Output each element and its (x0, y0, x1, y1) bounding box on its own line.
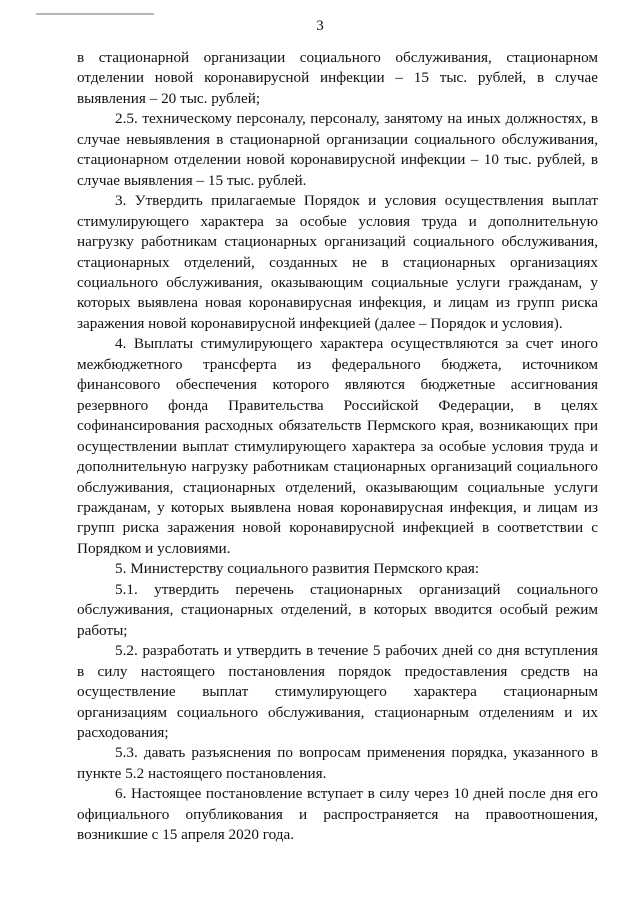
scan-artifact-line (36, 13, 154, 15)
paragraph-item-5-1: 5.1. утвердить перечень стационарных организаций социального обслуживания, стационарных отделений, в которых вводится особый режим работы; (77, 580, 598, 639)
paragraph-item-6: 6. Настоящее постановление вступает в силу через 10 дней после дня его официального опубликования и распространяется на правоотношения, возникшие с 15 апреля 2020 года. (77, 785, 598, 844)
paragraph-item-5-3: 5.3. давать разъяснения по вопросам применения порядка, указанного в пункте 5.2 настоящего постановления. (77, 744, 598, 782)
paragraph-item-5-2: 5.2. разработать и утвердить в течение 5 рабочих дней со дня вступления в силу настоящего постановления порядок предоставления средств на осуществление выплат стимулирующего характера стационарным организациям социального обслуживания, стационарным отделениям и их расходования; (77, 642, 598, 741)
paragraph-item-4: 4. Выплаты стимулирующего характера осуществляются за счет иного межбюджетного трансферта из федерального бюджета, источником финансового обеспечения которого являются бюджетные ассигнования резервного фонда Правительства Российской Федерации, в целях софинансирования расходных обязательств Пермского края, возникающих при осуществлении выплат стимулирующего характера за особые условия труда и дополнительную нагрузку работникам стационарных организаций социального обслуживания, стационарных отделений, оказывающим социальные услуги гражданам, у которых выявлена новая коронавирусная инфекция, и лицам из групп риска заражения новой коронавирусной инфекцией в соответствии с Порядком и условиями. (77, 335, 598, 557)
paragraph-item-2-5: 2.5. техническому персоналу, персоналу, занятому на иных должностях, в случае невыявления в стационарной организации социального обслуживания, стационарном отделении новой коронавирусной инфекции – 10 тыс. рублей, в случае выявления – 15 тыс. рублей. (77, 110, 598, 189)
page-number: 3 (316, 18, 324, 34)
paragraph-item-5: 5. Министерству социального развития Пермского края: (115, 560, 480, 578)
document-body (77, 48, 598, 846)
paragraph-item-3: 3. Утвердить прилагаемые Порядок и условия осуществления выплат стимулирующего характера за особые условия труда и дополнительную нагрузку работникам стационарных организаций социального обслуживания, стационарных отделений, созданных не в стационарных организациях социального обслуживания, оказывающим социальные услуги гражданам, у которых выявлена новая коронавирусная инфекция, и лицам из групп риска заражения новой коронавирусной инфекцией (далее – Порядок и условия). (77, 192, 598, 332)
paragraph-continuation: в стационарной организации социального обслуживания, стационарном отделении новой коронавирусной инфекции – 15 тыс. рублей, в случае выявления – 20 тыс. рублей; (77, 49, 598, 107)
